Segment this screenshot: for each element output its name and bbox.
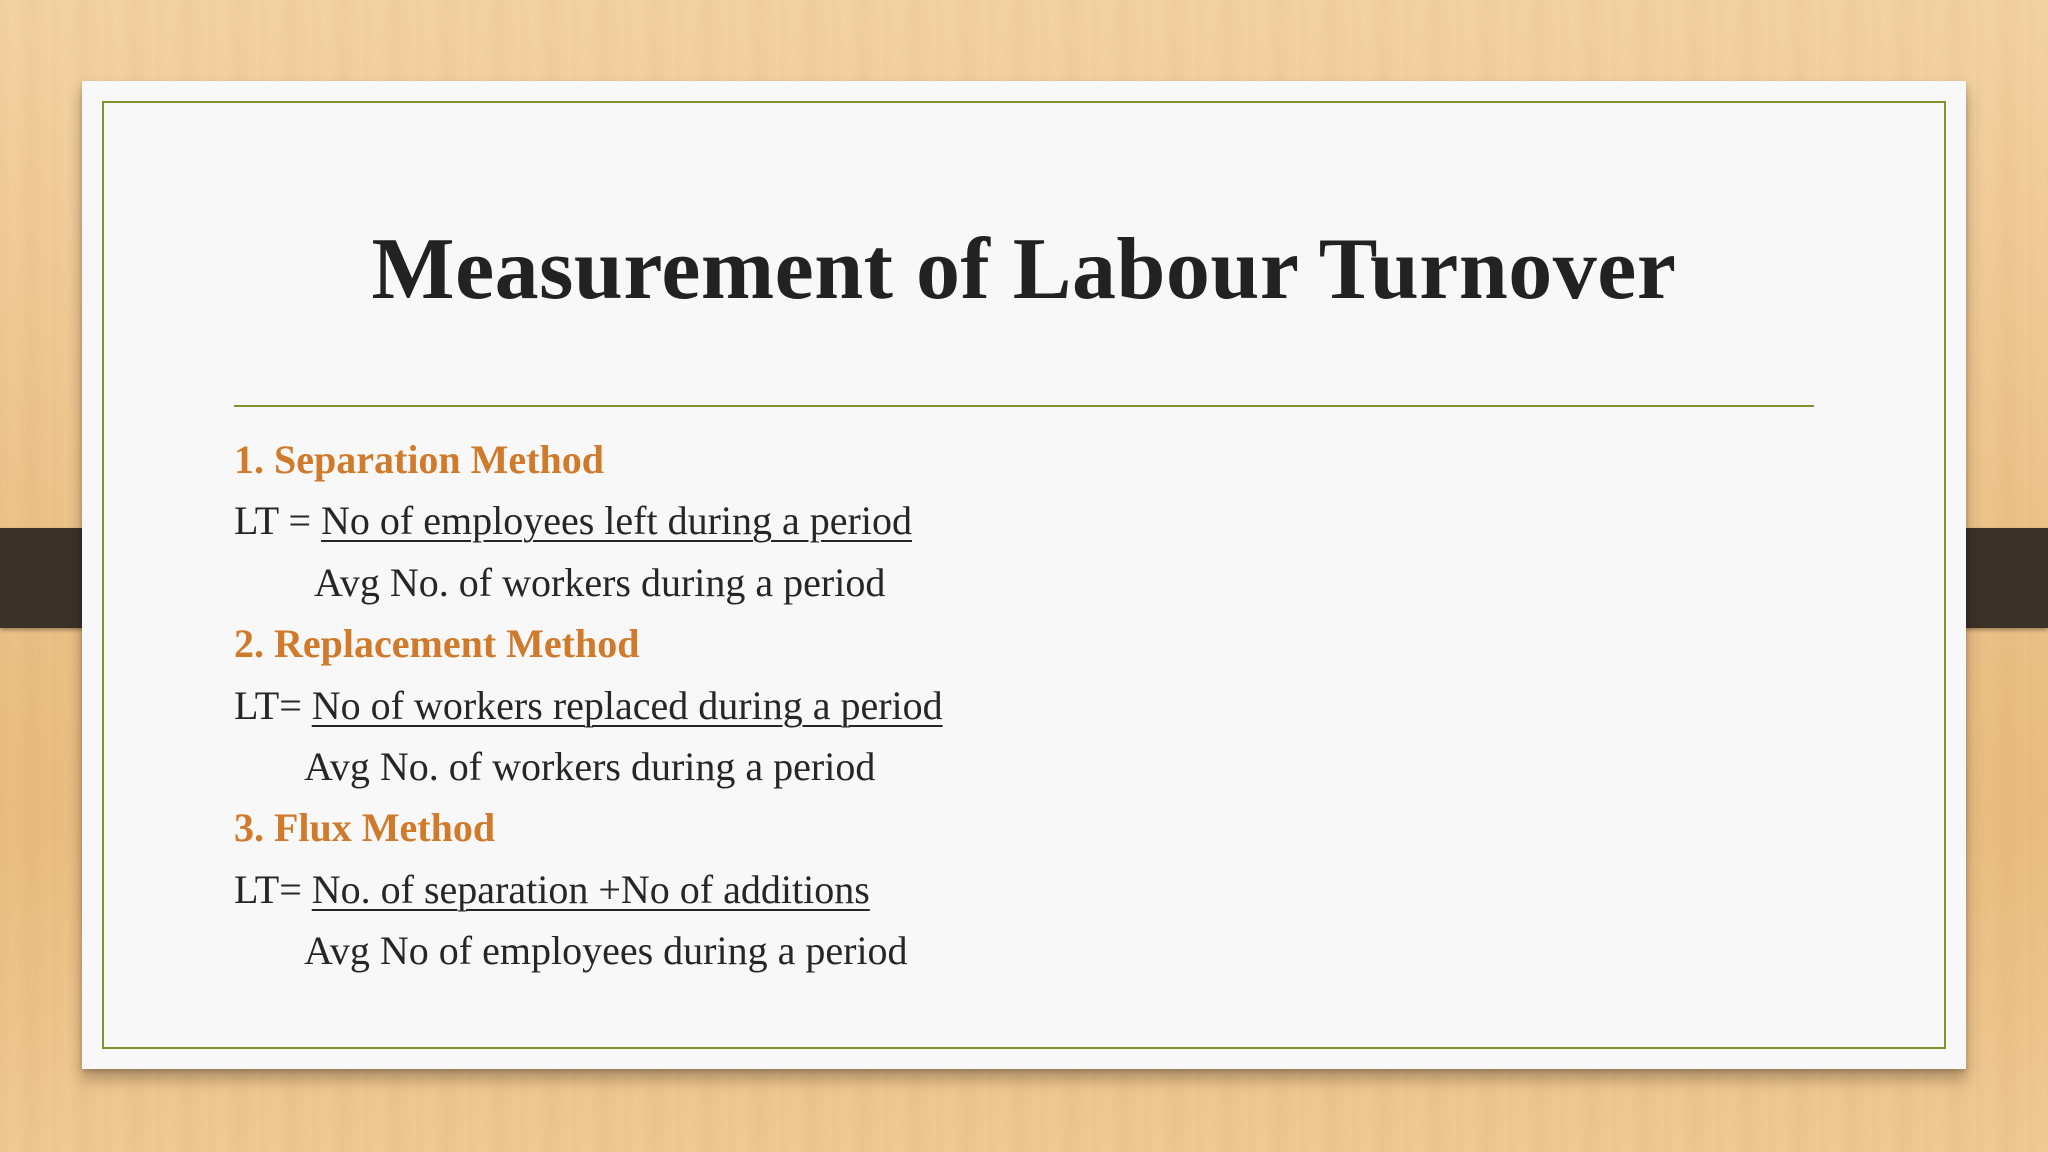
formula-list — [234, 429, 1634, 982]
formula-numerator: No of workers replaced during a period — [311, 682, 943, 728]
method-heading-replacement: 2. Replacement Method — [234, 621, 640, 667]
slide-card — [82, 81, 1966, 1069]
method-heading-flux: 3. Flux Method — [234, 805, 496, 851]
formula-numerator-line — [234, 859, 1634, 920]
formula-denominator: Avg No. of workers during a period — [304, 743, 876, 789]
title-divider — [234, 405, 1814, 407]
formula-numerator-line — [234, 675, 1634, 736]
formula-prefix: LT= — [234, 866, 312, 912]
method-heading-separation: 1. Separation Method — [234, 437, 604, 482]
formula-prefix: LT= — [234, 682, 312, 728]
formula-denominator: Avg No of employees during a period — [304, 928, 908, 974]
formula-numerator: No. of separation +No of additions — [311, 866, 870, 912]
formula-prefix: LT = — [234, 498, 322, 544]
formula-numerator-line — [234, 490, 1634, 551]
slide-title: Measurement of Labour Turnover — [371, 221, 1677, 318]
formula-denominator: Avg No. of workers during a period — [314, 559, 886, 605]
formula-numerator: No of employees left during a period — [321, 498, 912, 544]
